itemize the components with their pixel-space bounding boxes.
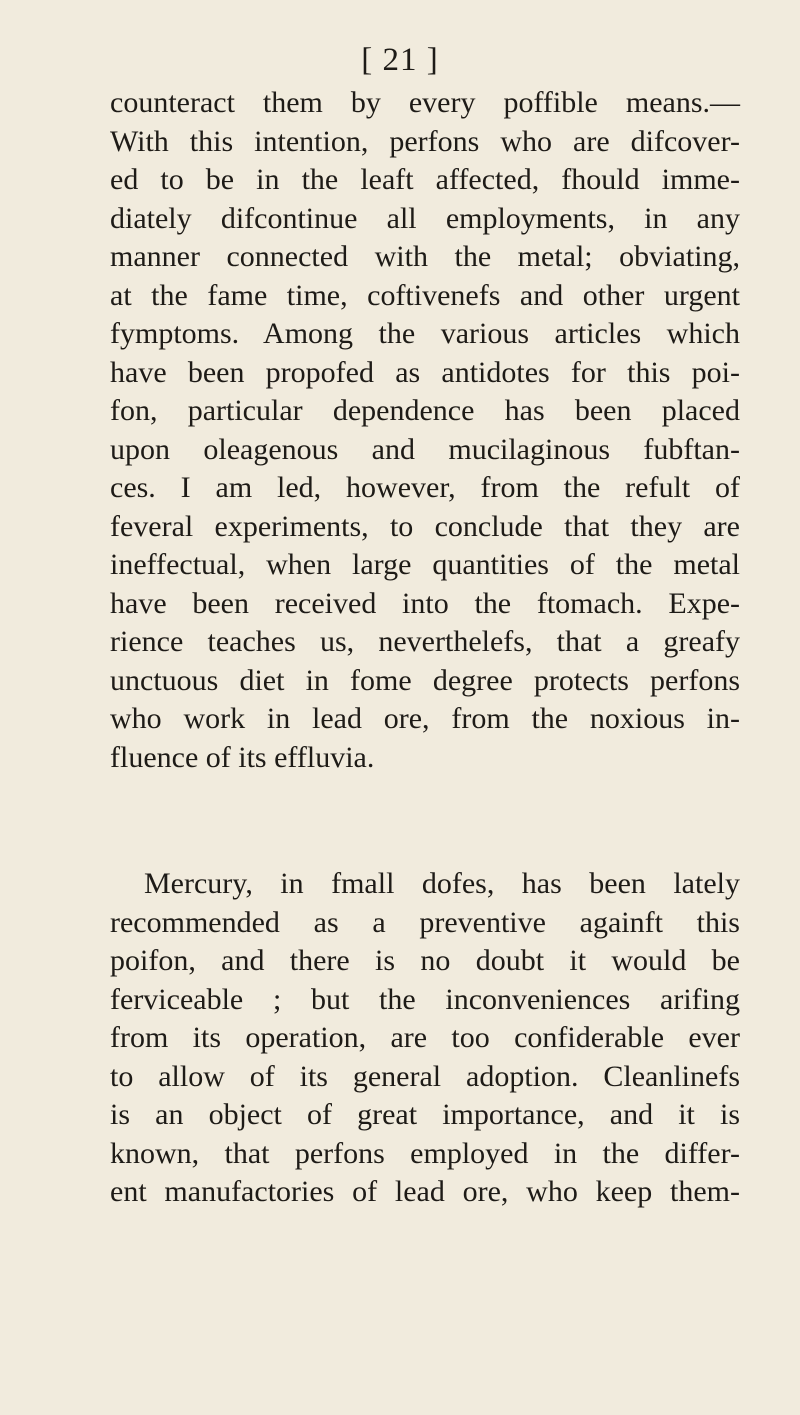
text-line: Mercury, in fmall dofes, has been lately xyxy=(144,867,740,900)
paragraph-1 xyxy=(110,84,740,777)
text-line: upon oleagenous and mucilaginous fubftan- xyxy=(110,432,740,466)
text-line: have been received into the ftomach. Expe- xyxy=(110,586,740,620)
text-line: With this intention, perfons who are difcover- xyxy=(110,124,740,158)
text-line: ineffectual, when large quantities of the metal xyxy=(110,548,740,581)
text-line: ed to be in the leaft affected, fhould imme- xyxy=(110,163,740,196)
text-line: who work in lead ore, from the noxious in- xyxy=(110,702,740,735)
text-line: manner connected with the metal; obviating, xyxy=(110,240,740,273)
text-line: poifon, and there is no doubt it would be xyxy=(110,944,740,977)
text-line: diately difcontinue all employments, in any xyxy=(110,201,740,235)
page-number: [ 21 ] xyxy=(361,42,439,78)
text-line: ces. I am led, however, from the refult of xyxy=(110,471,740,504)
text-line: counteract them by every poffible means.— xyxy=(110,86,740,119)
text-line: at the fame time, coftivenefs and other urgent xyxy=(110,278,740,312)
text-line: recommended as a preventive againft this xyxy=(110,905,740,939)
text-line: feveral experiments, to conclude that they are xyxy=(110,509,740,543)
text-line: fon, particular dependence has been placed xyxy=(110,394,740,427)
text-line: unctuous diet in fome degree protects perfons xyxy=(110,663,740,697)
text-line: have been propofed as antidotes for this poi- xyxy=(110,355,740,389)
text-line: fluence of its effluvia. xyxy=(110,740,375,774)
text-line: fymptoms. Among the various articles which xyxy=(110,317,740,350)
text-line: rience teaches us, neverthelefs, that a greafy xyxy=(110,625,740,658)
text-line: from its operation, are too confiderable ever xyxy=(110,1021,740,1054)
text-line: known, that perfons employed in the differ- xyxy=(110,1136,740,1170)
text-line: ent manufactories of lead ore, who keep them- xyxy=(110,1175,740,1208)
text-line: is an object of great importance, and it is xyxy=(110,1098,740,1131)
text-line: ferviceable ; but the inconveniences arifing xyxy=(110,982,740,1016)
text-line: to allow of its general adoption. Cleanlinefs xyxy=(110,1059,740,1093)
paragraph-2 xyxy=(110,865,740,1212)
